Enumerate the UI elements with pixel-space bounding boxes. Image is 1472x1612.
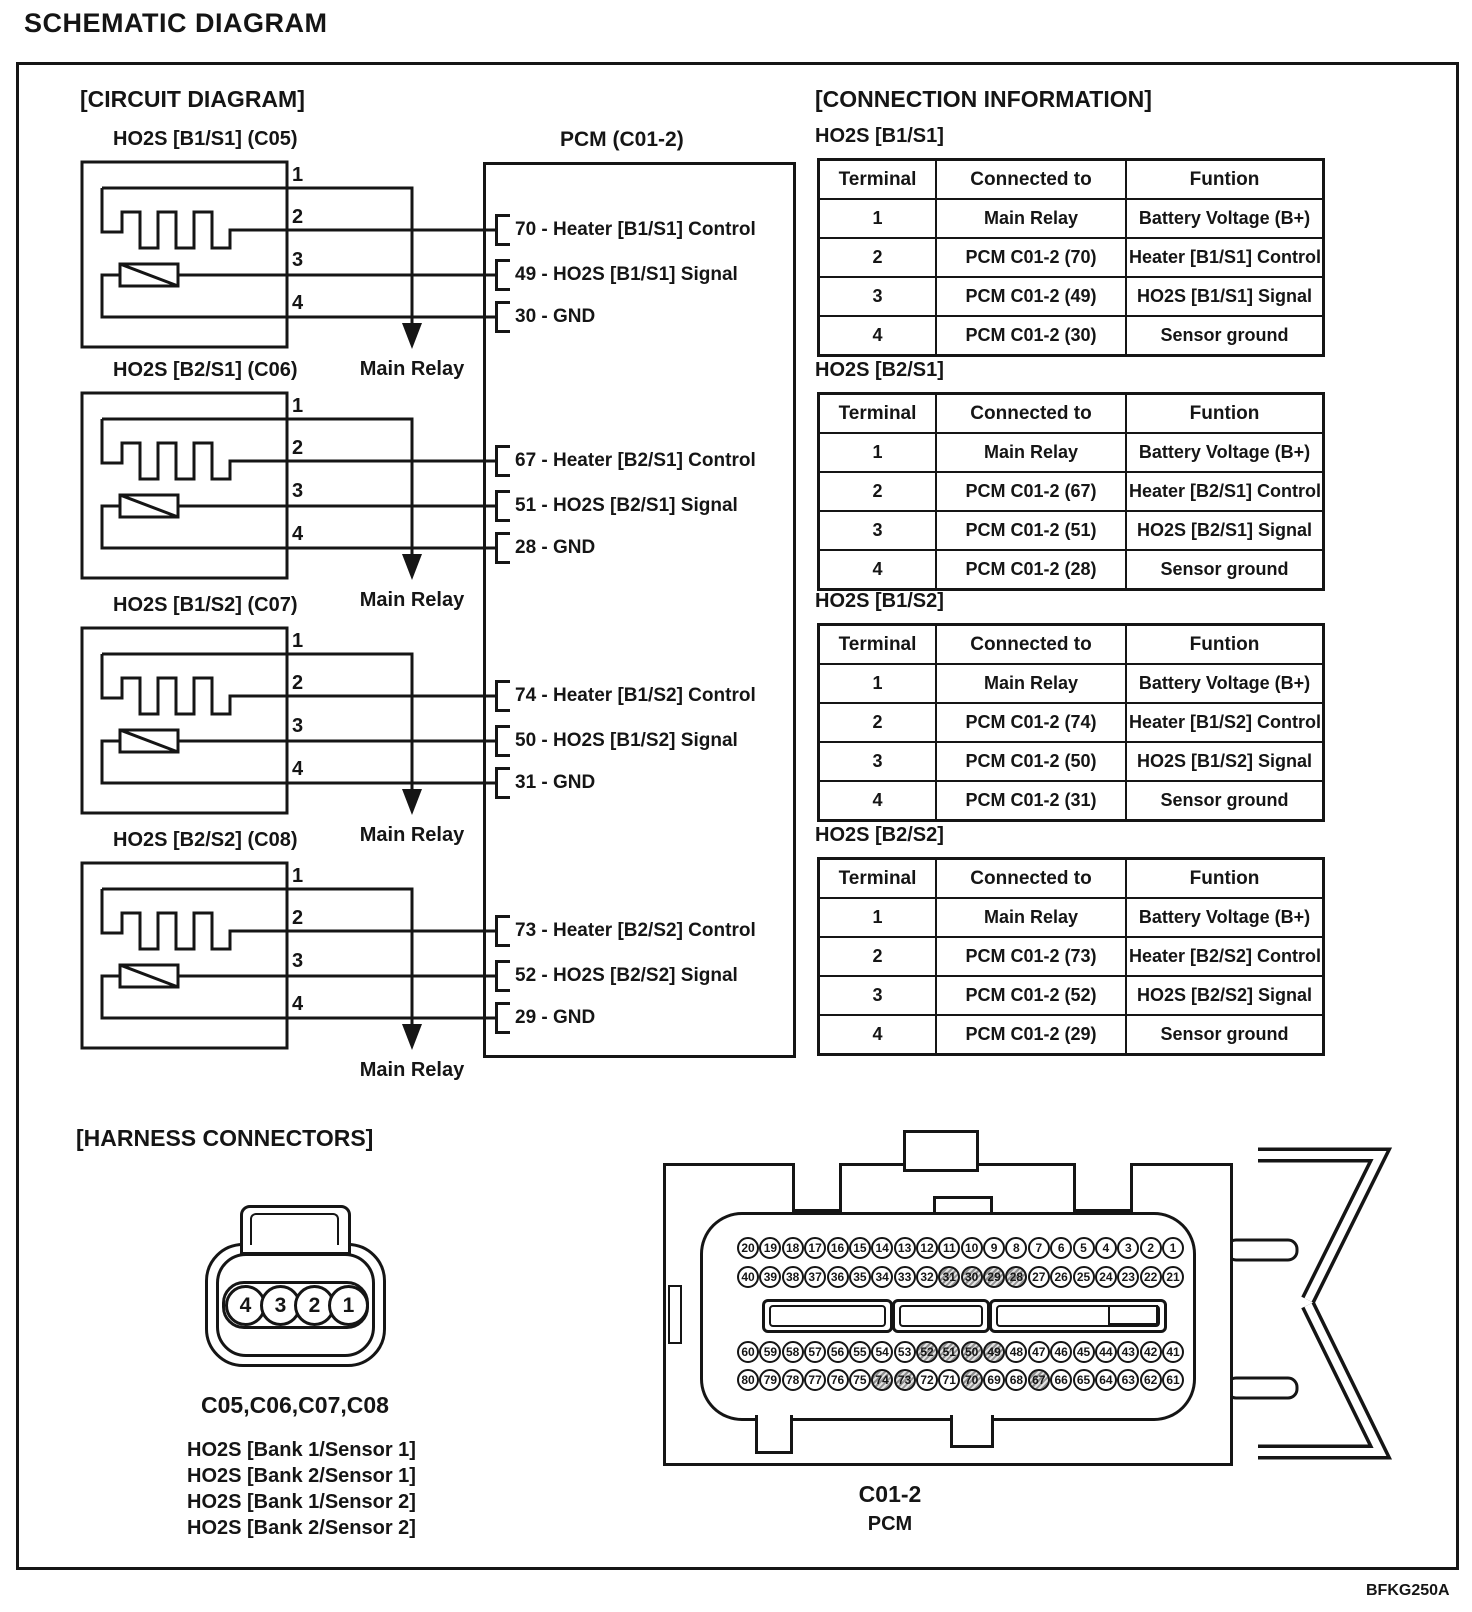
pcm-pin-53: 53 (894, 1341, 916, 1363)
table-cell: 2 (819, 238, 937, 277)
table-cell: Main Relay (936, 199, 1126, 238)
pcm-pin-50: 50 (961, 1341, 983, 1363)
table-cell: Battery Voltage (B+) (1126, 664, 1324, 703)
pcm-pin-text: 31 - GND (515, 772, 596, 793)
sensor-pin-number: 1 (292, 395, 304, 417)
pin-bracket-icon (495, 1002, 510, 1034)
pcm-pin-78: 78 (782, 1369, 804, 1391)
table-cell: 4 (819, 550, 937, 590)
pcm-box-title: PCM (C01-2) (560, 128, 684, 151)
pcm-pin-label (495, 215, 756, 245)
sensor-pin-number: 1 (292, 164, 304, 186)
table-cell: 2 (819, 703, 937, 742)
table-cell: PCM C01-2 (73) (936, 937, 1126, 976)
connection-table (817, 857, 1325, 1056)
pcm-pin-1: 1 (1162, 1237, 1184, 1259)
pcm-pin-26: 26 (1050, 1266, 1072, 1288)
pcm-connector-foot-left (755, 1415, 793, 1454)
pcm-pin-69: 69 (983, 1369, 1005, 1391)
pcm-pin-41: 41 (1162, 1341, 1184, 1363)
table-body (819, 199, 1324, 356)
table-row (819, 742, 1324, 781)
table-header-row (819, 394, 1324, 434)
table-cell: 4 (819, 1015, 937, 1055)
table-cell: 4 (819, 781, 937, 821)
pcm-pin-text: 49 - HO2S [B1/S1] Signal (515, 264, 738, 285)
pcm-pin-label (495, 961, 738, 991)
pcm-pin-label (495, 1003, 595, 1033)
table-row (819, 898, 1324, 937)
table-cell: Heater [B2/S1] Control (1126, 472, 1324, 511)
pcm-pin-52: 52 (916, 1341, 938, 1363)
pcm-pin-24: 24 (1095, 1266, 1117, 1288)
pcm-pin-label (495, 681, 756, 711)
pcm-pin-2: 2 (1140, 1237, 1162, 1259)
table-header-cell: Terminal (819, 859, 937, 899)
table-cell: 4 (819, 316, 937, 356)
pcm-pin-40: 40 (737, 1266, 759, 1288)
pcm-pin-28: 28 (1005, 1266, 1027, 1288)
pcm-pin-6: 6 (1050, 1237, 1072, 1259)
pcm-pin-57: 57 (804, 1341, 826, 1363)
table-cell: PCM C01-2 (28) (936, 550, 1126, 590)
table-cell: 3 (819, 742, 937, 781)
table-cell: 2 (819, 937, 937, 976)
pcm-pin-27: 27 (1028, 1266, 1050, 1288)
pcm-pin-7: 7 (1028, 1237, 1050, 1259)
sensor-pin-number: 1 (292, 630, 304, 652)
table-cell: 1 (819, 199, 937, 238)
table-cell: PCM C01-2 (74) (936, 703, 1126, 742)
pin-bracket-icon (495, 214, 510, 246)
table-row (819, 472, 1324, 511)
pcm-pin-15: 15 (849, 1237, 871, 1259)
table-cell: Battery Voltage (B+) (1126, 898, 1324, 937)
connection-table (817, 623, 1325, 822)
pcm-connector-side-slot (668, 1285, 682, 1344)
pin-bracket-icon (495, 725, 510, 757)
table-cell: Sensor ground (1126, 316, 1324, 356)
table-cell: HO2S [B1/S2] Signal (1126, 742, 1324, 781)
sensor-connector-description: HO2S [Bank 2/Sensor 1] (187, 1465, 416, 1487)
table-cell: 3 (819, 976, 937, 1015)
pcm-pin-54: 54 (871, 1341, 893, 1363)
table-row (819, 316, 1324, 356)
pcm-pin-8: 8 (1005, 1237, 1027, 1259)
table-cell: Battery Voltage (B+) (1126, 199, 1324, 238)
sensor-label-1: HO2S [B1/S1] (C05) (113, 128, 298, 150)
table-cell: 1 (819, 433, 937, 472)
pcm-pin-label (495, 302, 595, 332)
pcm-pin-77: 77 (804, 1369, 826, 1391)
connection-table-1 (817, 158, 1325, 357)
pcm-pin-36: 36 (827, 1266, 849, 1288)
sensor-pin-number: 4 (292, 523, 304, 545)
pcm-pin-61: 61 (1162, 1369, 1184, 1391)
pcm-pin-64: 64 (1095, 1369, 1117, 1391)
pin-bracket-icon (495, 532, 510, 564)
table-cell: Main Relay (936, 433, 1126, 472)
connection-table-3 (817, 623, 1325, 822)
sensor-label-3: HO2S [B1/S2] (C07) (113, 594, 298, 616)
sensor-label-2: HO2S [B2/S1] (C06) (113, 359, 298, 381)
pcm-pin-19: 19 (759, 1237, 781, 1259)
pcm-pin-9: 9 (983, 1237, 1005, 1259)
pcm-pin-70: 70 (961, 1369, 983, 1391)
pcm-connector-notch-left (792, 1163, 842, 1212)
sensor-pin-number: 4 (292, 758, 304, 780)
table-cell: Heater [B2/S2] Control (1126, 937, 1324, 976)
table-cell: PCM C01-2 (29) (936, 1015, 1126, 1055)
pcm-pin-58: 58 (782, 1341, 804, 1363)
pcm-pin-17: 17 (804, 1237, 826, 1259)
pcm-pin-68: 68 (1005, 1369, 1027, 1391)
table-cell: Main Relay (936, 664, 1126, 703)
pcm-pin-59: 59 (759, 1341, 781, 1363)
table-cell: Heater [B1/S1] Control (1126, 238, 1324, 277)
circuit-diagram-heading: [CIRCUIT DIAGRAM] (80, 86, 305, 112)
table-cell: Sensor ground (1126, 1015, 1324, 1055)
table-head (819, 625, 1324, 665)
page-title: SCHEMATIC DIAGRAM (24, 8, 328, 38)
pcm-pin-42: 42 (1140, 1341, 1162, 1363)
table-header-cell: Funtion (1126, 859, 1324, 899)
pcm-pin-45: 45 (1073, 1341, 1095, 1363)
pcm-pin-65: 65 (1073, 1369, 1095, 1391)
pcm-pin-47: 47 (1028, 1341, 1050, 1363)
pcm-pin-text: 67 - Heater [B2/S1] Control (515, 450, 756, 471)
main-relay-label: Main Relay (359, 358, 465, 380)
connection-table-4 (817, 857, 1325, 1056)
pcm-pin-text: 28 - GND (515, 537, 596, 558)
pcm-pin-25: 25 (1073, 1266, 1095, 1288)
table-header-cell: Funtion (1126, 394, 1324, 434)
table-header-cell: Connected to (936, 160, 1126, 200)
pcm-pin-13: 13 (894, 1237, 916, 1259)
sensor-connector-pin-1: 1 (328, 1285, 369, 1326)
pcm-pin-49: 49 (983, 1341, 1005, 1363)
pcm-pin-21: 21 (1162, 1266, 1184, 1288)
sensor-connector-description: HO2S [Bank 1/Sensor 1] (187, 1439, 416, 1461)
pcm-pin-72: 72 (916, 1369, 938, 1391)
connection-info-heading: [CONNECTION INFORMATION] (815, 86, 1152, 112)
table-cell: PCM C01-2 (30) (936, 316, 1126, 356)
table-header-cell: Connected to (936, 394, 1126, 434)
pin-bracket-icon (495, 915, 510, 947)
pcm-pin-66: 66 (1050, 1369, 1072, 1391)
pin-bracket-icon (495, 767, 510, 799)
table-cell: Main Relay (936, 898, 1126, 937)
table-row (819, 277, 1324, 316)
pcm-pin-3: 3 (1117, 1237, 1139, 1259)
pcm-pin-44: 44 (1095, 1341, 1117, 1363)
sensor-pin-number: 4 (292, 993, 304, 1015)
pcm-pin-20: 20 (737, 1237, 759, 1259)
table-cell: 1 (819, 664, 937, 703)
sensor-connector-tab-inner (250, 1213, 339, 1245)
table-row (819, 703, 1324, 742)
table-row (819, 781, 1324, 821)
table-cell: PCM C01-2 (67) (936, 472, 1126, 511)
sensor-pin-number: 3 (292, 249, 304, 271)
pcm-connector-notch-right (1073, 1163, 1133, 1212)
table-row (819, 238, 1324, 277)
pcm-connector-sublabel: PCM (867, 1513, 913, 1535)
table-header-cell: Terminal (819, 160, 937, 200)
table-cell: HO2S [B2/S1] Signal (1126, 511, 1324, 550)
sensor-pin-number: 4 (292, 292, 304, 314)
pcm-pin-51: 51 (938, 1341, 960, 1363)
pin-bracket-icon (495, 960, 510, 992)
sensor-connector-pin-2: 2 (294, 1285, 335, 1326)
pcm-pin-43: 43 (1117, 1341, 1139, 1363)
table-cell: PCM C01-2 (51) (936, 511, 1126, 550)
table-header-cell: Terminal (819, 394, 937, 434)
pcm-pin-text: 51 - HO2S [B2/S1] Signal (515, 495, 738, 516)
table-cell: PCM C01-2 (49) (936, 277, 1126, 316)
pcm-pin-label (495, 446, 756, 476)
pcm-pin-32: 32 (916, 1266, 938, 1288)
pcm-pin-text: 29 - GND (515, 1007, 596, 1028)
pcm-pin-38: 38 (782, 1266, 804, 1288)
table-header-row (819, 859, 1324, 899)
table-cell: 2 (819, 472, 937, 511)
pcm-pin-67: 67 (1028, 1369, 1050, 1391)
sensor-connector-pin-4: 4 (225, 1285, 266, 1326)
main-relay-label: Main Relay (359, 824, 465, 846)
pcm-pin-5: 5 (1073, 1237, 1095, 1259)
sensor-pin-number: 2 (292, 206, 304, 228)
pcm-connector-keyway-1 (762, 1299, 893, 1333)
sensor-connector-description: HO2S [Bank 1/Sensor 2] (187, 1491, 416, 1513)
pcm-pin-34: 34 (871, 1266, 893, 1288)
table-head (819, 859, 1324, 899)
pcm-pin-80: 80 (737, 1369, 759, 1391)
pcm-connector-keyway-detail (1108, 1305, 1158, 1325)
table-body (819, 664, 1324, 821)
table-row (819, 550, 1324, 590)
sensor-pin-number: 2 (292, 437, 304, 459)
pcm-pin-text: 70 - Heater [B1/S1] Control (515, 219, 756, 240)
table-header-cell: Funtion (1126, 160, 1324, 200)
drawing-code: BFKG250A (1366, 1582, 1450, 1599)
sensor-pin-number: 1 (292, 865, 304, 887)
pcm-pin-48: 48 (1005, 1341, 1027, 1363)
table-row (819, 664, 1324, 703)
sensor-connector-descriptions (187, 1437, 416, 1541)
pcm-pin-62: 62 (1140, 1369, 1162, 1391)
sensor-connector-description: HO2S [Bank 2/Sensor 2] (187, 1517, 416, 1539)
pcm-pin-label (495, 491, 738, 521)
pin-bracket-icon (495, 259, 510, 291)
table-cell: 3 (819, 277, 937, 316)
table-head (819, 160, 1324, 200)
connection-table (817, 158, 1325, 357)
pcm-pin-76: 76 (827, 1369, 849, 1391)
pcm-pin-22: 22 (1140, 1266, 1162, 1288)
pcm-pin-63: 63 (1117, 1369, 1139, 1391)
connection-table-2 (817, 392, 1325, 591)
pcm-pin-text: 73 - Heater [B2/S2] Control (515, 920, 756, 941)
pcm-pin-39: 39 (759, 1266, 781, 1288)
table-body (819, 898, 1324, 1055)
table-header-cell: Funtion (1126, 625, 1324, 665)
table-cell: HO2S [B1/S1] Signal (1126, 277, 1324, 316)
main-relay-label: Main Relay (359, 1059, 465, 1081)
table-header-row (819, 625, 1324, 665)
table-body (819, 433, 1324, 590)
table-row (819, 511, 1324, 550)
table-cell: HO2S [B2/S2] Signal (1126, 976, 1324, 1015)
pcm-pin-4: 4 (1095, 1237, 1117, 1259)
pcm-pin-60: 60 (737, 1341, 759, 1363)
sensor-pin-number: 2 (292, 672, 304, 694)
pcm-pin-31: 31 (938, 1266, 960, 1288)
table-header-row (819, 160, 1324, 200)
pcm-pin-29: 29 (983, 1266, 1005, 1288)
table-cell: Heater [B1/S2] Control (1126, 703, 1324, 742)
pcm-pin-14: 14 (871, 1237, 893, 1259)
sensor-label-4: HO2S [B2/S2] (C08) (113, 829, 298, 851)
pcm-pin-12: 12 (916, 1237, 938, 1259)
pcm-pin-text: 74 - Heater [B1/S2] Control (515, 685, 756, 706)
pcm-pin-16: 16 (827, 1237, 849, 1259)
pcm-connector-top-tab (903, 1130, 979, 1172)
pcm-pin-10: 10 (961, 1237, 983, 1259)
pcm-pin-11: 11 (938, 1237, 960, 1259)
pin-bracket-icon (495, 445, 510, 477)
table-caption-2: HO2S [B2/S1] (815, 359, 944, 381)
table-cell: PCM C01-2 (52) (936, 976, 1126, 1015)
table-row (819, 433, 1324, 472)
pcm-pin-74: 74 (871, 1369, 893, 1391)
pcm-connector-label: C01-2 (858, 1481, 922, 1507)
table-row (819, 976, 1324, 1015)
sensor-pin-number: 3 (292, 950, 304, 972)
table-caption-3: HO2S [B1/S2] (815, 590, 944, 612)
table-cell: Battery Voltage (B+) (1126, 433, 1324, 472)
main-relay-label: Main Relay (359, 589, 465, 611)
table-caption-4: HO2S [B2/S2] (815, 824, 944, 846)
table-cell: Sensor ground (1126, 781, 1324, 821)
sensor-connector-label: C05,C06,C07,C08 (201, 1392, 389, 1418)
pcm-pin-71: 71 (938, 1369, 960, 1391)
pcm-connector-keyway-2 (892, 1299, 990, 1333)
sensor-connector-pin-3: 3 (260, 1285, 301, 1326)
pcm-pin-text: 30 - GND (515, 306, 596, 327)
pcm-pin-23: 23 (1117, 1266, 1139, 1288)
table-header-cell: Connected to (936, 859, 1126, 899)
pcm-pin-label (495, 916, 756, 946)
table-cell: PCM C01-2 (70) (936, 238, 1126, 277)
table-row (819, 937, 1324, 976)
pcm-pin-label (495, 726, 738, 756)
sensor-pin-number: 3 (292, 715, 304, 737)
pcm-pin-79: 79 (759, 1369, 781, 1391)
table-cell: PCM C01-2 (50) (936, 742, 1126, 781)
pcm-pin-label (495, 533, 595, 563)
pcm-pin-text: 52 - HO2S [B2/S2] Signal (515, 965, 738, 986)
sensor-pin-number: 2 (292, 907, 304, 929)
pcm-connector-foot-right (950, 1415, 994, 1448)
table-cell: Sensor ground (1126, 550, 1324, 590)
pcm-pin-label (495, 768, 595, 798)
pcm-pin-text: 50 - HO2S [B1/S2] Signal (515, 730, 738, 751)
harness-heading: [HARNESS CONNECTORS] (76, 1125, 374, 1151)
table-row (819, 199, 1324, 238)
table-caption-1: HO2S [B1/S1] (815, 125, 944, 147)
pcm-pin-18: 18 (782, 1237, 804, 1259)
table-header-cell: Terminal (819, 625, 937, 665)
pin-bracket-icon (495, 490, 510, 522)
pcm-pin-label (495, 260, 738, 290)
table-head (819, 394, 1324, 434)
pcm-pin-35: 35 (849, 1266, 871, 1288)
pin-bracket-icon (495, 301, 510, 333)
pcm-pin-55: 55 (849, 1341, 871, 1363)
table-header-cell: Connected to (936, 625, 1126, 665)
pcm-pin-56: 56 (827, 1341, 849, 1363)
pcm-pin-30: 30 (961, 1266, 983, 1288)
pcm-pin-75: 75 (849, 1369, 871, 1391)
pin-bracket-icon (495, 680, 510, 712)
pcm-pin-33: 33 (894, 1266, 916, 1288)
table-cell: PCM C01-2 (31) (936, 781, 1126, 821)
pcm-pin-46: 46 (1050, 1341, 1072, 1363)
table-cell: 3 (819, 511, 937, 550)
sensor-pin-number: 3 (292, 480, 304, 502)
pcm-pin-37: 37 (804, 1266, 826, 1288)
table-row (819, 1015, 1324, 1055)
connection-table (817, 392, 1325, 591)
pcm-pin-73: 73 (894, 1369, 916, 1391)
table-cell: 1 (819, 898, 937, 937)
